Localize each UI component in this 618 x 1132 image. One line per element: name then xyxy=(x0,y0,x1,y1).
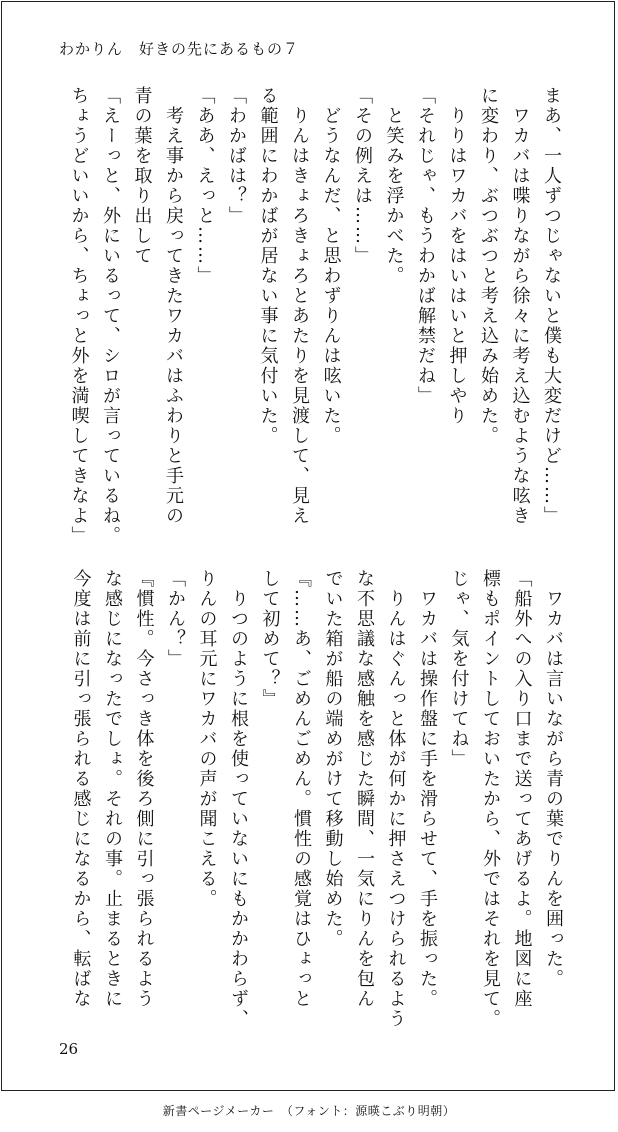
text-line: に変わり、ぶつぶつと考え込み始めた。 xyxy=(478,86,499,446)
text-line: りんの耳元にワカバの声が聞こえる。 xyxy=(196,569,218,909)
text-line: りんはきょろきょろとあたりを見渡して、見え xyxy=(289,86,310,526)
footer-credit: 新書ページメーカー （フォント：源暎こぶり明朝） xyxy=(162,1104,456,1118)
text-line: りつのように根を使っていないにもかかわらず、 xyxy=(228,569,249,1029)
text-line: ワカバは言いながら青の葉でりんを囲った。 xyxy=(543,569,564,989)
text-line: 「えーっと、外にいるって、シロが言っているね。 xyxy=(100,86,121,546)
text-line: る範囲にわかばが居ない事に気付いた。 xyxy=(257,86,279,446)
text-line: ワカバは喋りながら徐々に考え込むような呟き xyxy=(509,86,531,526)
text-line: 「わかばは？」 xyxy=(226,86,247,226)
lower-text-block xyxy=(65,569,569,1029)
book-page xyxy=(1,1,615,1091)
text-line: 「かん？」 xyxy=(165,569,186,669)
text-line: 「ああ、えっと……」 xyxy=(194,86,216,286)
text-line: りんはぐんっと体が何かに押さえつけられるよう xyxy=(385,569,407,1029)
text-line: りりはワカバをはいはいと押しやり xyxy=(446,86,468,426)
text-line: 『……あ、ごめんごめん。慣性の感覚はひょっと xyxy=(291,569,312,1009)
running-header: わかりん 好きの先にあるもの７ xyxy=(59,40,300,58)
text-line: 「船外への入り口まで送ってあげるよ。地図に座 xyxy=(511,569,533,1009)
text-line: 「その例えは……」 xyxy=(352,86,373,266)
upper-text-block xyxy=(63,86,567,546)
text-line: まあ、一人ずつじゃないと僕も大変だけど……」 xyxy=(541,86,562,526)
text-line: な不思議な感触を感じた瞬間、一気にりんを包ん xyxy=(354,569,375,1009)
text-line: な感じになったでしょ。それの事。止まるときに xyxy=(102,569,123,1009)
text-line: と笑みを浮かべた。 xyxy=(383,86,405,286)
text-line: どうなんだ、と思わずりんは呟いた。 xyxy=(320,86,342,446)
text-line: 今度は前に引っ張られる感じになるから、転ばな xyxy=(70,569,92,1009)
text-line: 『慣性。今さっき体を後ろ側に引っ張られるよう xyxy=(133,569,155,1009)
text-line: 青の葉を取り出して xyxy=(131,86,153,266)
text-line: じゃ、気を付けてね」 xyxy=(448,569,470,769)
text-line: でいた箱が船の端めがけて移動し始めた。 xyxy=(322,569,344,949)
text-line: ワカバは操作盤に手を滑らせて、手を振った。 xyxy=(417,569,438,1009)
text-line: 標もポイントしておいたから、外ではそれを見て。 xyxy=(480,569,501,1029)
text-line: 考え事から戻ってきたワカバはふわりと手元の xyxy=(163,86,184,526)
text-line: して初めて？』 xyxy=(259,569,281,709)
text-line: 「それじゃ、もうわかば解禁だね」 xyxy=(415,86,436,406)
text-line: ちょうどいいから、ちょっと外を満喫してきなよ」 xyxy=(68,86,90,546)
page-number: 26 xyxy=(59,1040,79,1058)
